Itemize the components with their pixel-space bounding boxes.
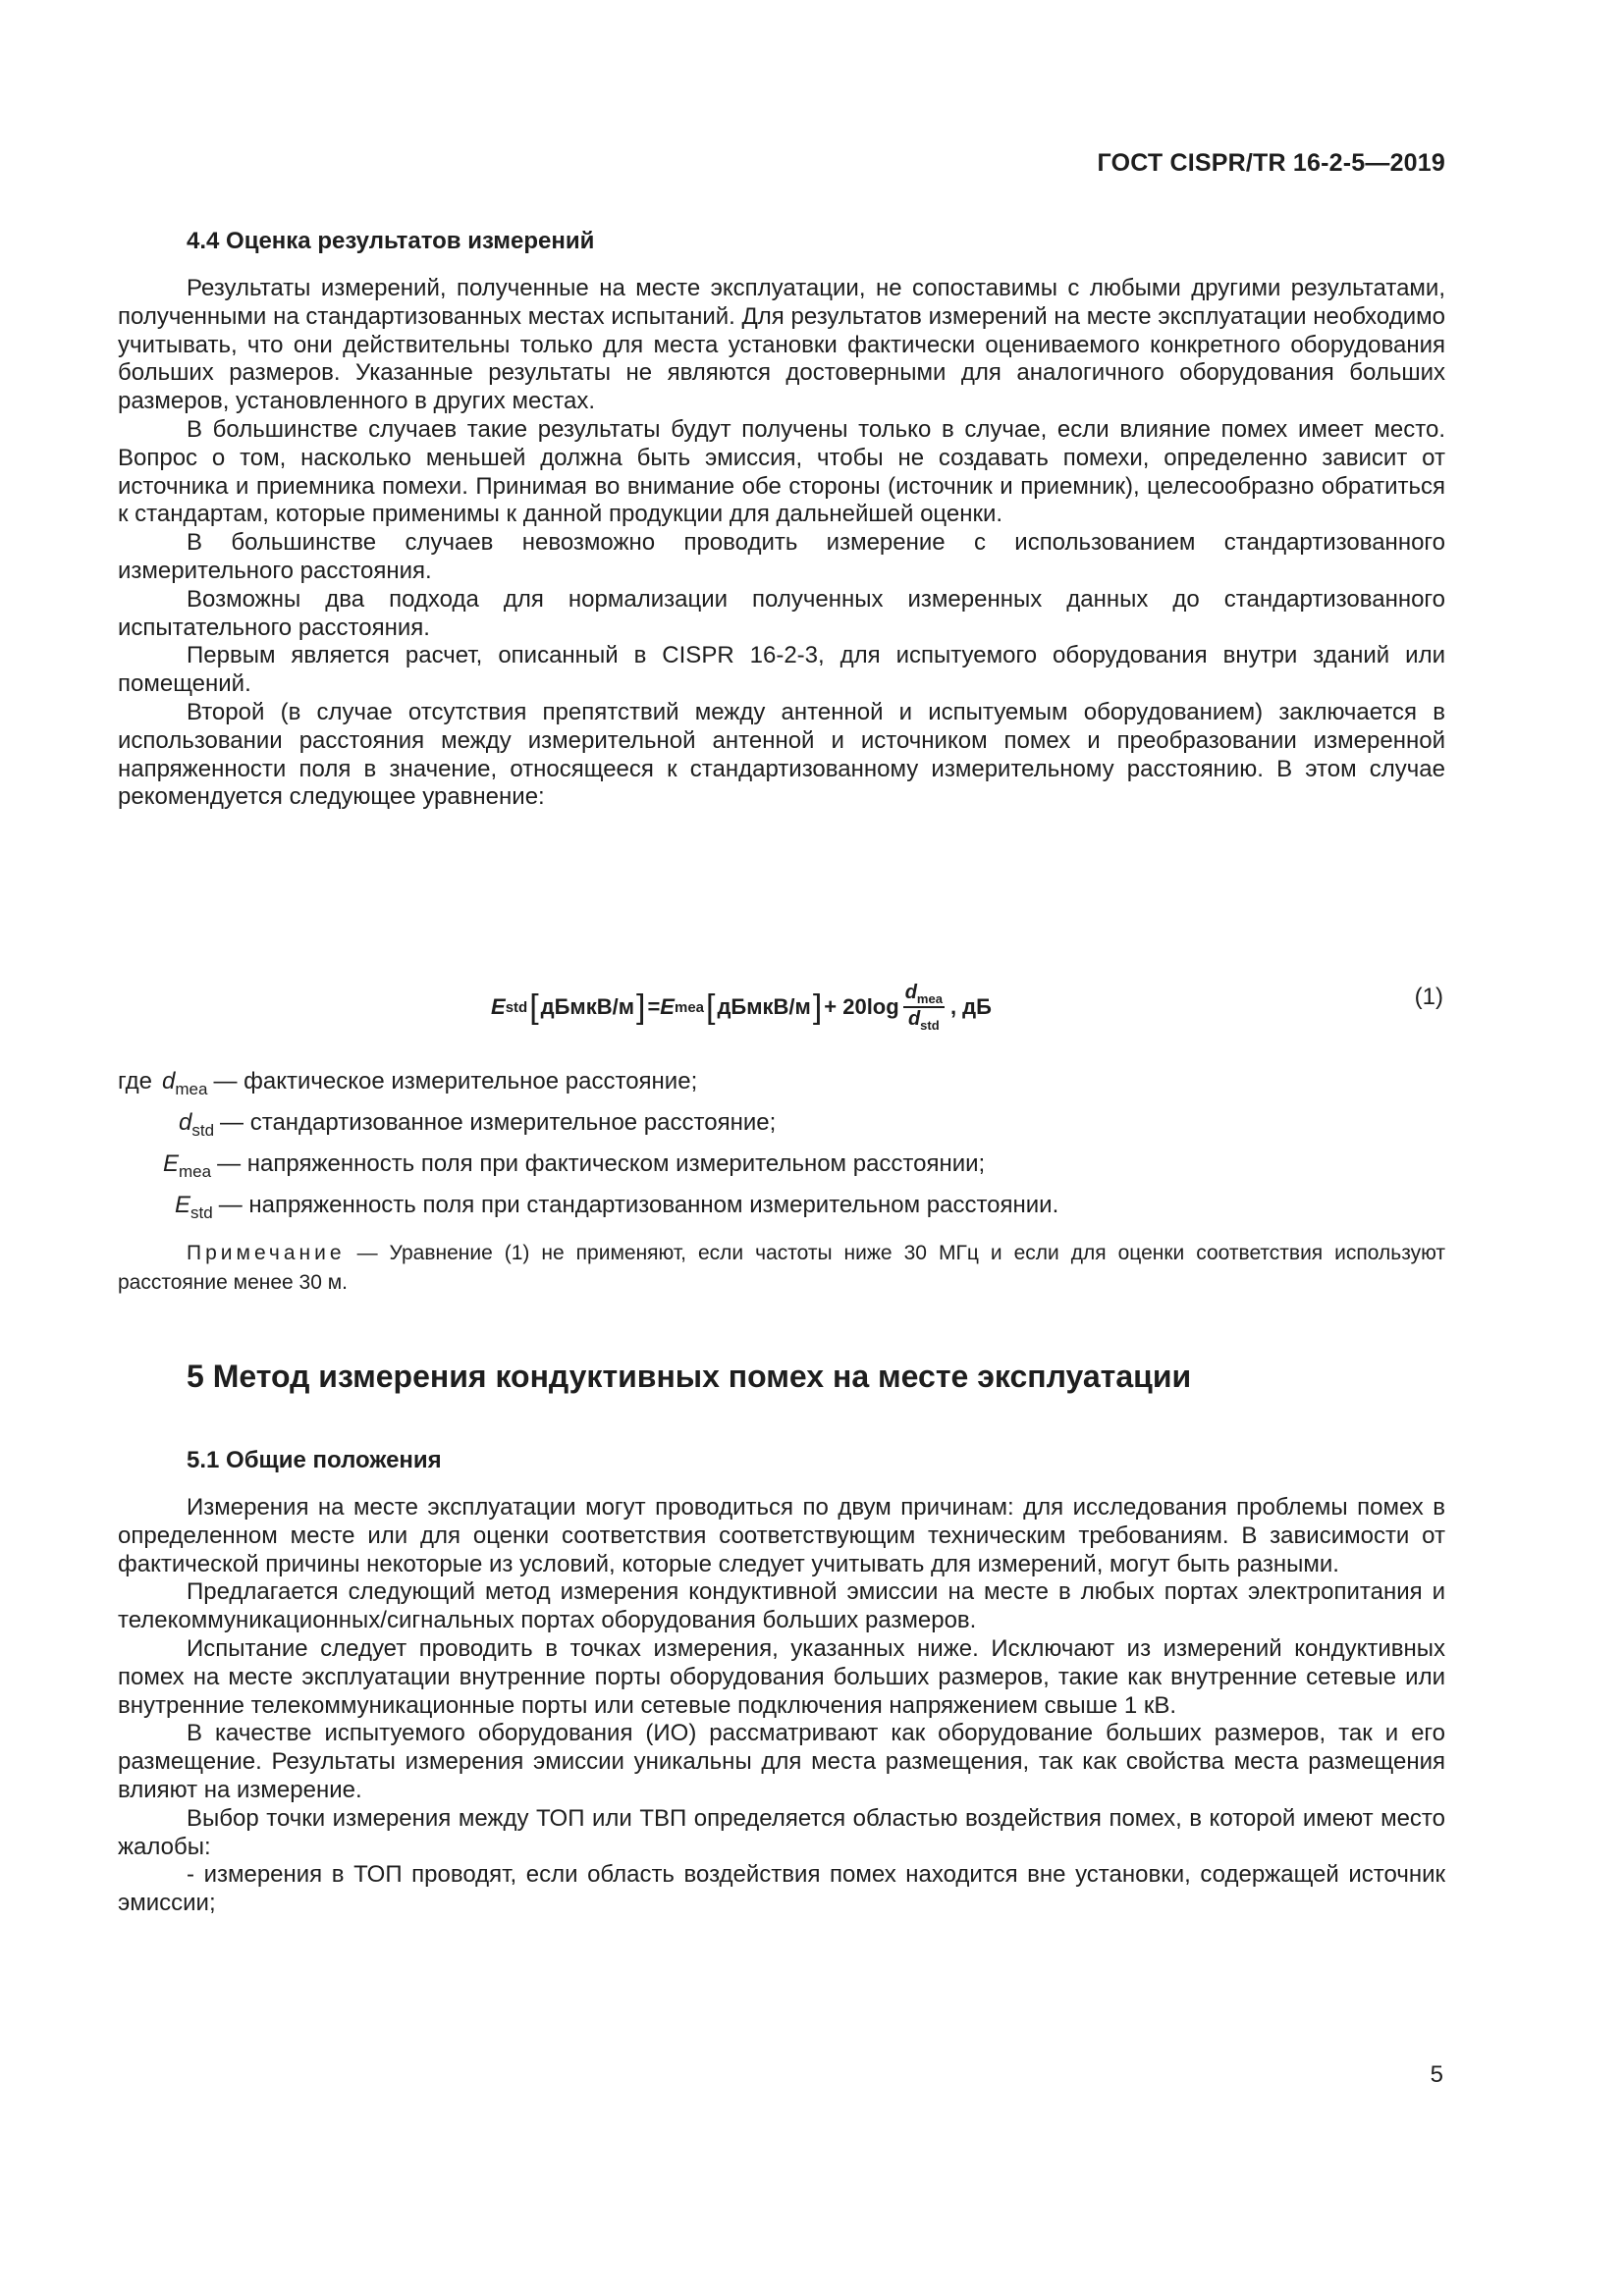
equation: E std [ дБмкВ/м ] = E mea [ дБмкВ/м ] + 20log $\frac{d_{mea}}{d_{std}}$ , дБ — [491, 982, 992, 1033]
eq-frac-den: d — [907, 1008, 921, 1030]
paragraph: Предлагается следующий метод измерения кондуктивной эмиссии на месте в любых портах электропитания и телекоммуникационных/сигнальных портах оборудования больших размеров. — [118, 1578, 1445, 1634]
definition-item — [118, 1068, 1453, 1109]
equation-number: (1) — [1414, 984, 1443, 1010]
def-text: — фактическое измерительное расстояние; — [213, 1068, 698, 1095]
def-symbol-sub: mea — [179, 1161, 212, 1181]
eq-frac-den-sub: std — [920, 1018, 940, 1033]
eq-rhs-symbol: E — [660, 994, 675, 1019]
paragraph: Измерения на месте эксплуатации могут проводиться по двум причинам: для исследования проблемы помех в определенном месте или для оценки соответствия соответствующим техническим требованиям. В зависимости от фактической причины некоторые из условий, которые следует учитывать для измерений, могут быть разными. — [118, 1494, 1445, 1577]
def-symbol-sub: mea — [175, 1079, 208, 1098]
definition-item — [118, 1192, 1453, 1233]
def-symbol: E — [163, 1150, 180, 1177]
section-4-4-title: 4.4 Оценка результатов измерений — [187, 228, 595, 254]
list-item: - измерения в ТОП проводят, если область воздействия помех находится вне установки, содержащей источник эмиссии; — [118, 1861, 1445, 1917]
eq-frac-num-sub: mea — [916, 991, 943, 1006]
page-number: 5 — [1430, 2061, 1443, 2088]
definitions-list — [118, 1068, 1453, 1233]
section-5-1-body — [118, 1494, 1445, 1918]
paragraph: Первым является расчет, описанный в CISPR 16-2-3, для испытуемого оборудования внутри зданий или помещений. — [118, 642, 1445, 698]
eq-plus-term: + 20log — [824, 994, 899, 1019]
eq-lhs-sub: std — [505, 998, 528, 1016]
note-text: — Уравнение (1) не применяют, если частоты ниже 30 МГц и если для оценки соответствия используют расстояние менее 30 м. — [118, 1242, 1445, 1294]
definitions-lead: где — [118, 1068, 153, 1095]
paragraph: Возможны два подхода для нормализации полученных измеренных данных до стандартизованного испытательного расстояния. — [118, 585, 1445, 641]
def-symbol: E — [175, 1192, 191, 1218]
eq-unit-1: дБмкВ/м — [540, 994, 634, 1019]
eq-frac-num: d — [904, 982, 917, 1003]
eq-unit-2: дБмкВ/м — [717, 994, 811, 1019]
eq-tail: , дБ — [949, 994, 992, 1019]
paragraph: В большинстве случаев невозможно проводить измерение с использованием стандартизованного измерительного расстояния. — [118, 529, 1445, 584]
def-text: — напряженность поля при стандартизованном измерительном расстоянии. — [218, 1192, 1059, 1218]
paragraph: Результаты измерений, полученные на месте эксплуатации, не сопоставимы с любыми другими результатами, полученными на стандартизованных местах испытаний. Для результатов измерений на месте эксплуатации необходимо учитывать, что они действительны только для места установки фактически оцениваемого конкретного оборудования больших размеров. Указанные результаты не являются достоверными для аналогичного оборудования больших размеров, установленного в других местах. — [118, 275, 1445, 415]
def-text: — стандартизованное измерительное расстояние; — [220, 1109, 777, 1136]
eq-equals: = — [647, 994, 661, 1019]
section-5-1-title: 5.1 Общие положения — [187, 1447, 442, 1473]
def-symbol-sub: std — [191, 1120, 215, 1140]
eq-rhs-sub: mea — [674, 998, 705, 1016]
paragraph: Второй (в случае отсутствия препятствий между антенной и испытуемым оборудованием) заключается в использовании расстояния между измерительной антенной и источником помех и преобразовании измеренной напряженности поля в значение, относящееся к стандартизованному измерительному расстоянию. В этом случае рекомендуется следующее уравнение: — [118, 698, 1445, 811]
eq-fraction — [903, 982, 945, 1033]
note-label: Примечание — [187, 1242, 346, 1264]
note — [118, 1239, 1445, 1298]
paragraph: Выбор точки измерения между ТОП или ТВП определяется областью воздействия помех, в которой имеют место жалобы: — [118, 1804, 1445, 1860]
def-symbol: d — [162, 1068, 176, 1095]
equation-block — [0, 972, 1624, 1050]
def-symbol: d — [179, 1109, 192, 1136]
definition-item — [118, 1109, 1453, 1150]
paragraph: Испытание следует проводить в точках измерения, указанных ниже. Исключают из измерений кондуктивных помех на месте эксплуатации внутренние порты оборудования больших размеров, такие как внутренние сетевые или внутренние телекоммуникационные порты или сетевые подключения напряжением свыше 1 кВ. — [118, 1634, 1445, 1719]
paragraph: В большинстве случаев такие результаты будут получены только в случае, если влияние помех имеет место. Вопрос о том, насколько меньшей должна быть эмиссия, чтобы не создавать помехи, определенно зависит от источника и приемника помехи. Принимая во внимание обе стороны (источник и приемник), целесообразно обратиться к стандартам, которые применимы к данной продукции для дальнейшей оценки. — [118, 415, 1445, 528]
def-text: — напряженность поля при фактическом измерительном расстоянии; — [217, 1150, 986, 1177]
section-5-title: 5 Метод измерения кондуктивных помех на месте эксплуатации — [187, 1359, 1192, 1394]
document-header: ГОСТ CISPR/TR 16-2-5—2019 — [1097, 149, 1445, 177]
definition-item — [118, 1150, 1453, 1192]
def-symbol-sub: std — [190, 1202, 213, 1222]
eq-lhs-symbol: E — [491, 994, 506, 1019]
section-4-4-body — [118, 275, 1445, 812]
paragraph: В качестве испытуемого оборудования (ИО) рассматривают как оборудование больших размеров, так и его размещение. Результаты измерения эмиссии уникальны для места размещения, так как свойства места размещения влияют на измерение. — [118, 1720, 1445, 1803]
